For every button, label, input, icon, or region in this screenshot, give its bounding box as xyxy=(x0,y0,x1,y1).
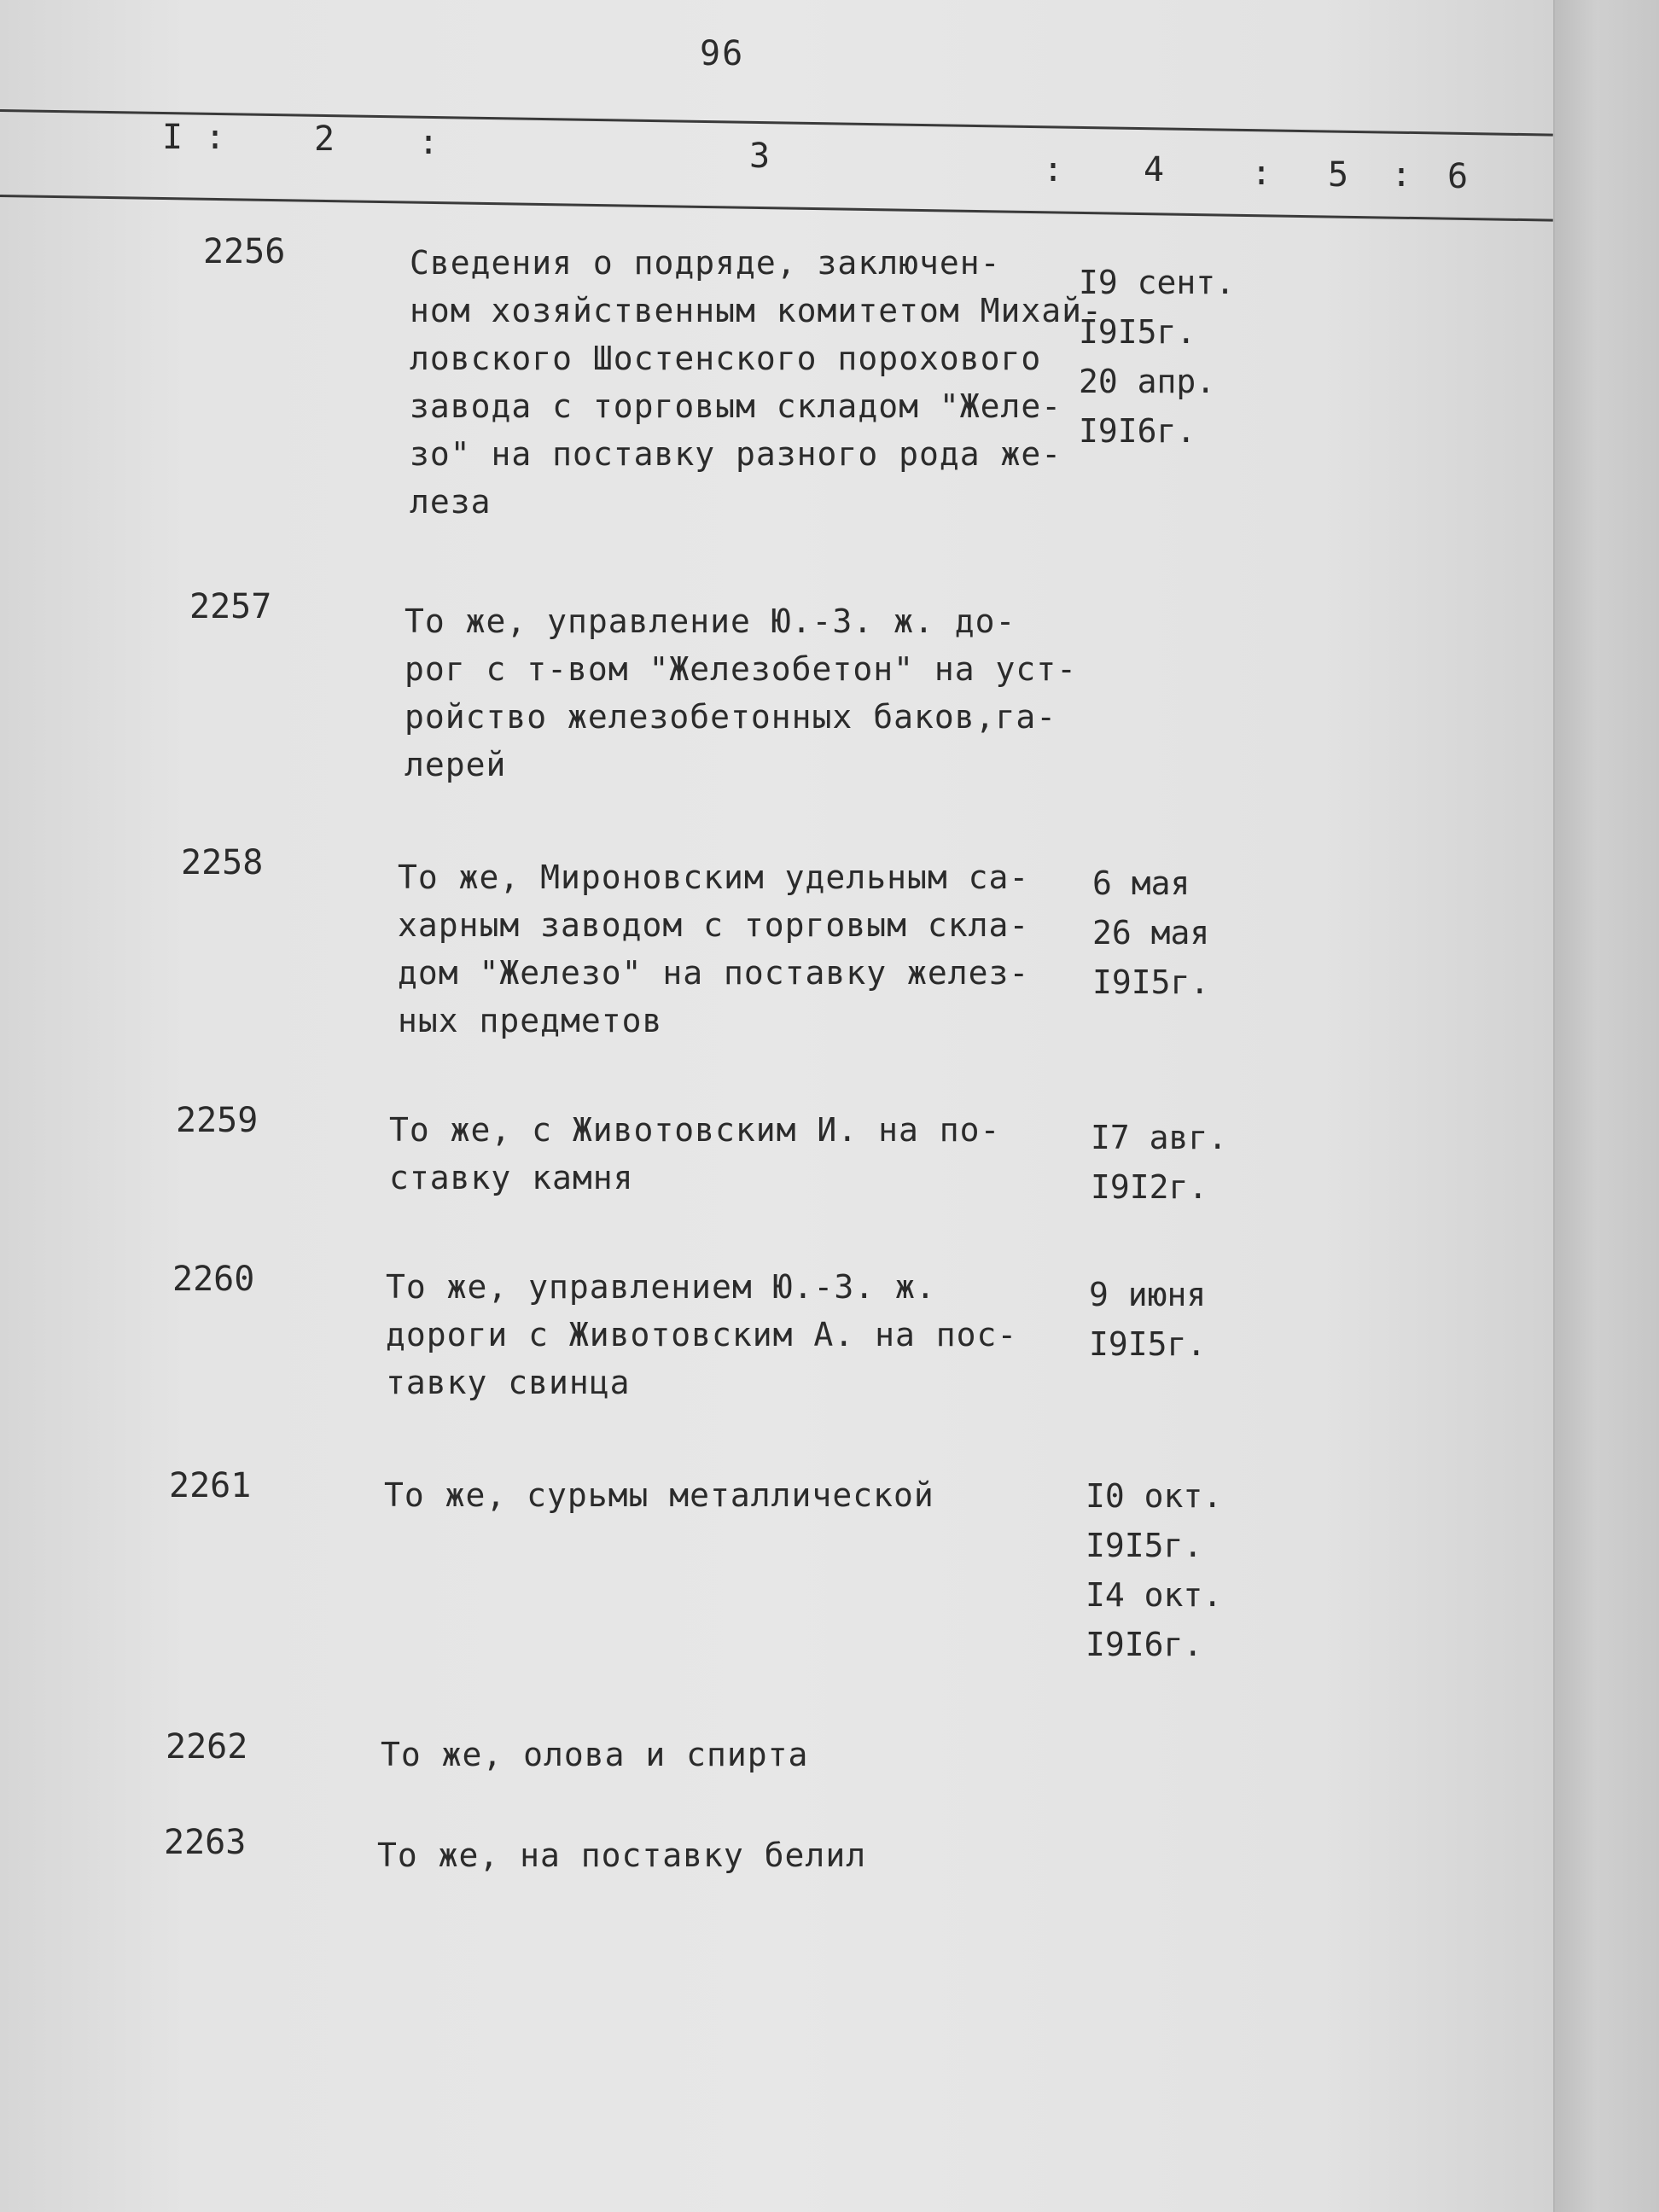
column-header-1: I xyxy=(162,118,183,157)
entry-dates: 6 мая 26 мая I9I5г. xyxy=(1092,864,1210,1001)
column-header-3: 3 xyxy=(749,137,771,176)
column-header-2: 2 xyxy=(314,119,335,159)
entry-description: То же, сурьмы металлической xyxy=(384,1476,934,1514)
entry-dates: 9 июня I9I5г. xyxy=(1089,1276,1207,1363)
column-separator: : xyxy=(1391,155,1412,195)
entry-dates: I0 окт. I9I5г. I4 окт. I9I6г. xyxy=(1086,1477,1223,1663)
entry-description: То же, с Животовским И. на по- ставку камня xyxy=(389,1111,1001,1196)
entry-description: То же, управление Ю.-З. ж. до- рог с т-вом "Железобетон" на уст- ройство железобетонных баков,га- лерей xyxy=(405,602,1077,783)
column-header-4: 4 xyxy=(1144,150,1165,189)
column-header-6: 6 xyxy=(1447,157,1469,196)
entry-number: 2259 xyxy=(176,1101,259,1140)
entry-number: 2261 xyxy=(169,1466,252,1505)
entry-description: То же, управлением Ю.-З. ж. дороги с Животовским А. на пос- тавку свинца xyxy=(386,1268,1018,1401)
column-separator: : xyxy=(418,123,439,162)
entry-number: 2256 xyxy=(203,232,286,271)
entry-description: То же, на поставку белил xyxy=(377,1837,867,1874)
entry-number: 2262 xyxy=(166,1727,248,1767)
entry-dates: I7 авг. I9I2г. xyxy=(1091,1119,1228,1206)
entry-description: То же, олова и спирта xyxy=(381,1736,809,1773)
column-separator: : xyxy=(205,118,226,157)
entry-number: 2258 xyxy=(181,843,264,882)
entry-description: То же, Мироновским удельным са- харным заводом с торговым скла- дом "Железо" на поставку желез- ных предметов xyxy=(398,859,1030,1039)
entry-number: 2260 xyxy=(172,1260,255,1299)
entry-dates: I9 сент. I9I5г. 20 апр. I9I6г. xyxy=(1079,264,1236,450)
entry-number: 2263 xyxy=(164,1823,247,1862)
page-number: 96 xyxy=(700,34,745,73)
binding-edge xyxy=(1553,0,1659,2212)
entry-number: 2257 xyxy=(189,587,272,626)
column-separator: : xyxy=(1043,150,1064,189)
entry-description: Cведения о подряде, заключен- ном хозяйственным комитетом Михай- ловского Шостенского порохового завода с торговым складом "Желе- зо" на поставку разного рода же- леза xyxy=(410,244,1103,521)
column-header-5: 5 xyxy=(1328,155,1349,195)
column-separator: : xyxy=(1251,154,1272,193)
